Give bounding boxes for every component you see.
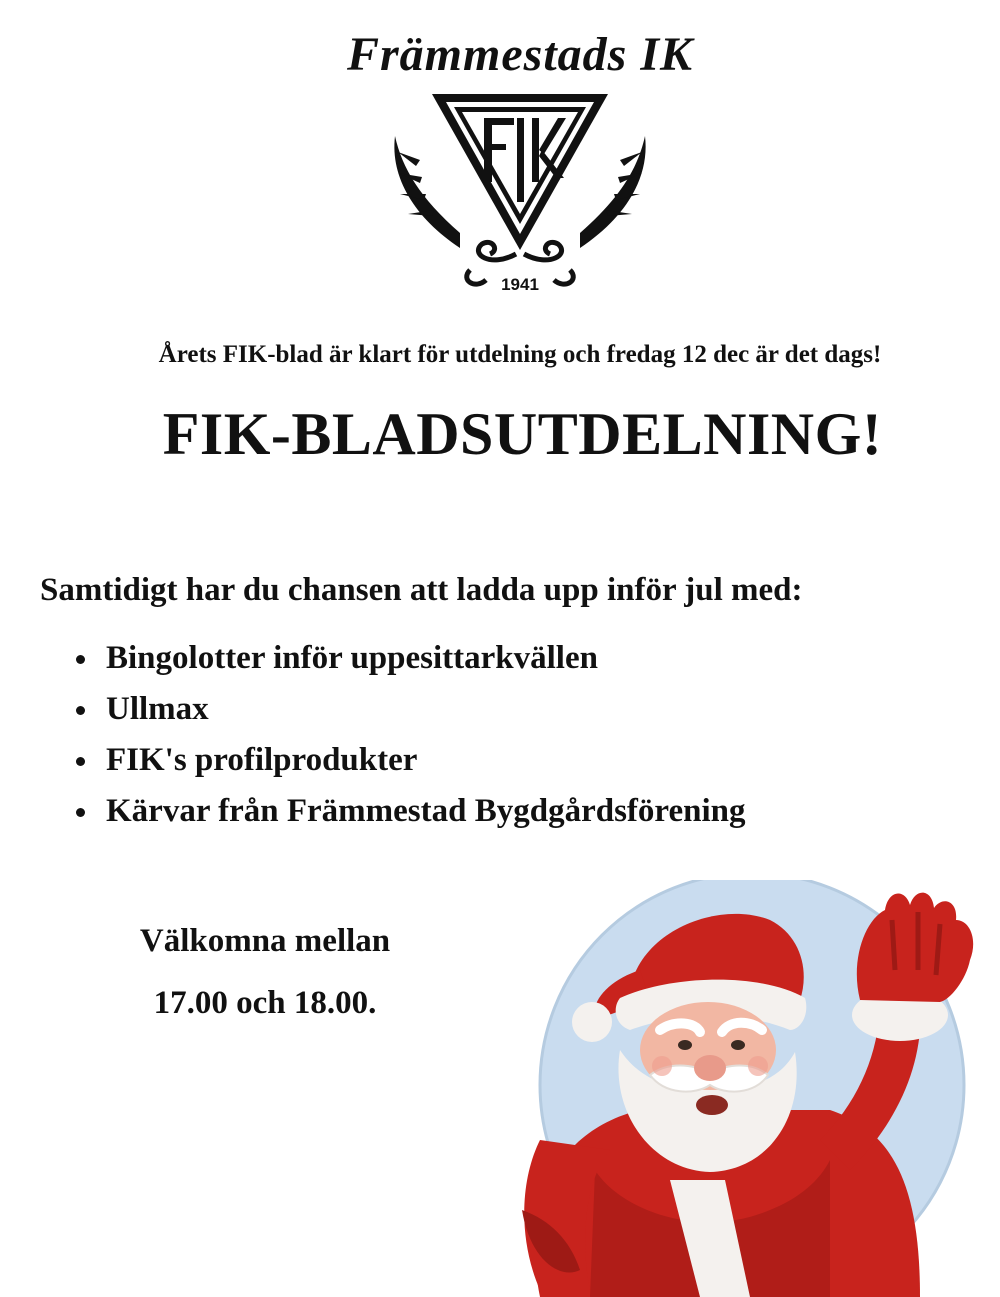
bullet-icon — [76, 757, 85, 766]
logo-club-name: Främmestads IK — [346, 28, 694, 81]
lead-text: Samtidigt har du chansen att ladda upp inför jul med: — [40, 572, 803, 608]
waving-santa-icon — [500, 880, 1000, 1297]
fik-emblem-icon — [320, 18, 720, 303]
bullet-icon — [76, 655, 85, 664]
welcome-line-1: Välkomna mellan — [139, 923, 391, 959]
list-item-label: Ullmax — [106, 691, 209, 727]
intro-text: Årets FIK-blad är klart för utdelning och fredag 12 dec är det dags! — [158, 341, 882, 368]
welcome-text — [100, 923, 430, 1050]
logo-year: 1941 — [501, 275, 539, 294]
bullet-icon — [76, 706, 85, 715]
list-item — [70, 789, 746, 840]
opening-hours: 17.00 och 18.00. — [153, 985, 377, 1021]
list-item-label: FIK's profilprodukter — [106, 742, 418, 778]
club-logo — [320, 18, 720, 303]
right-wing-icon — [580, 136, 646, 248]
left-wing-icon — [394, 136, 460, 248]
bullet-icon — [76, 808, 85, 817]
list-item — [70, 687, 746, 738]
page-title: FIK-BLADSUTDELNING! — [162, 401, 883, 467]
list-item — [70, 738, 746, 789]
list-item-label: Kärvar från Främmestad Bygdgårdsförening — [106, 793, 746, 829]
santa-illustration — [500, 880, 1000, 1297]
list-item-label: Bingolotter inför uppesittarkvällen — [106, 640, 598, 676]
list-item — [70, 636, 746, 687]
offer-list — [70, 636, 746, 840]
